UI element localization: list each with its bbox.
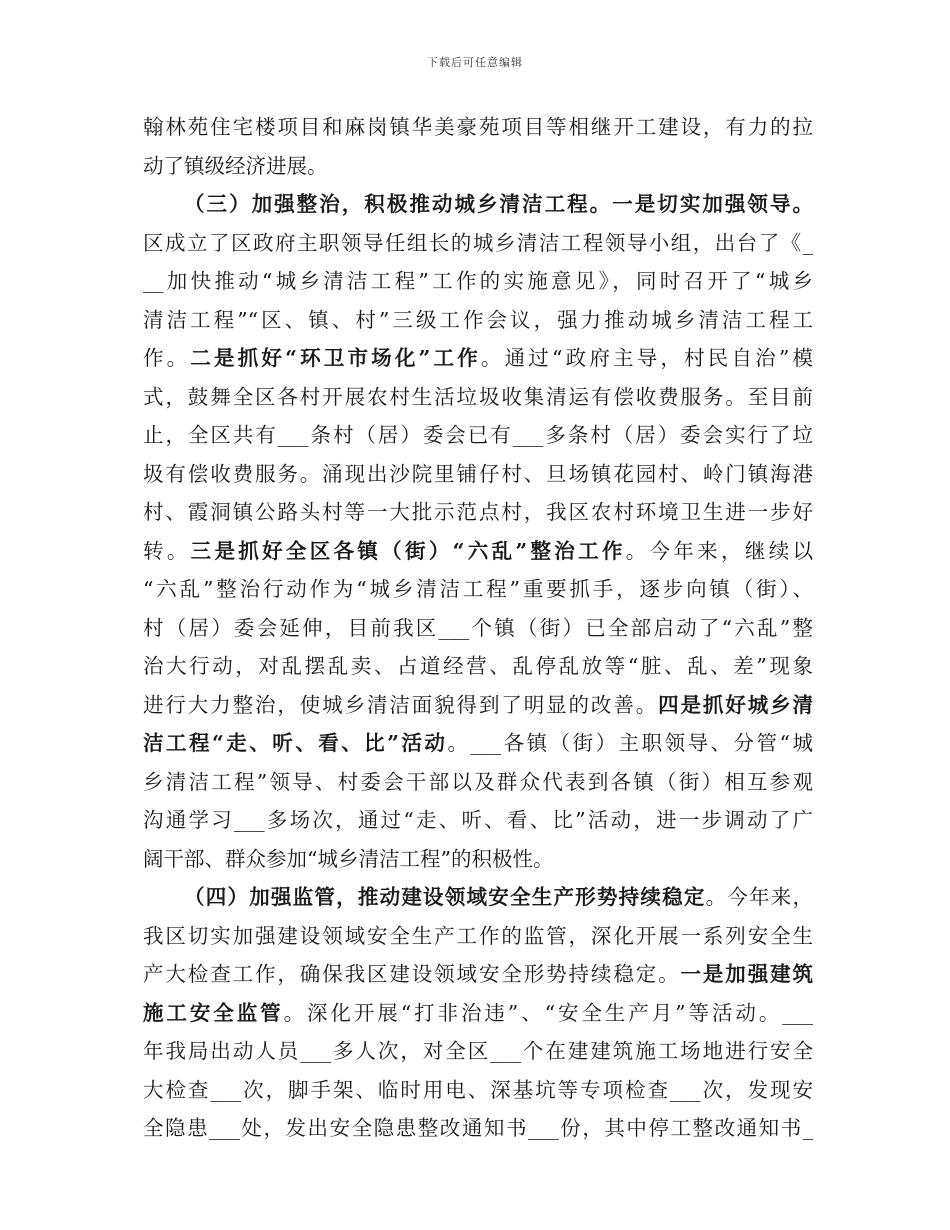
text-segment: 进行大力整治，使城乡清洁面貌得到了明显的改善。 (143, 692, 659, 717)
text-line (143, 532, 813, 571)
bold-text-segment: 施工安全监管 (143, 1000, 284, 1025)
bold-text-segment: 一是加强建筑 (680, 962, 813, 986)
text-line (143, 840, 813, 879)
text-segment: 村、霞洞镇公路头村等一大批示范点村，我区农村环境卫生进一步好 (143, 500, 813, 524)
text-line (143, 994, 813, 1033)
text-line (143, 609, 813, 648)
text-line (143, 455, 813, 494)
text-line (143, 1032, 813, 1071)
page-header: 下载后可任意编辑 (427, 56, 523, 69)
text-line (143, 493, 813, 532)
text-line (143, 955, 813, 994)
text-segment: 翰林苑住宅楼项目和麻岗镇华美豪苑项目等相继开工建设，有力的拉 (143, 115, 813, 139)
text-segment: 。___各镇（街）主职领导、分管“城 (447, 731, 813, 755)
text-segment: 年我局出动人员___多人次，对全区___个在建建筑施工场地进行安全 (143, 1039, 813, 1063)
bold-text-segment: 二是抓好“环卫市场化”工作 (190, 346, 481, 370)
text-segment: 。深化开展“打非治违”、“安全生产月”等活动。___ (283, 1000, 813, 1025)
text-line (143, 339, 813, 378)
bold-text-segment: 四是抓好城乡清 (658, 692, 813, 717)
text-line (143, 108, 813, 147)
text-segment: 圾有偿收费服务。涌现出沙院里铺仔村、旦场镇花园村、岭门镇海港 (143, 461, 813, 486)
bold-text-segment: （三）加强整治，积极推动城乡清洁工程。一是切实加强领导。 (184, 192, 813, 216)
text-segment: 止，全区共有___条村（居）委会已有___多条村（居）委会实行了垃 (143, 423, 813, 447)
text-line (143, 763, 813, 802)
text-segment: 村（居）委会延伸，目前我区___个镇（街）已全部启动了“六乱”整 (143, 615, 813, 640)
text-segment: 。今年来，继续以 (625, 538, 813, 563)
text-segment: 。通过“政府主导，村民自治”模 (480, 346, 813, 370)
text-line (143, 1109, 813, 1148)
text-segment: 乡清洁工程”领导、村委会干部以及群众代表到各镇（街）相互参观 (143, 769, 813, 794)
text-line (143, 1071, 813, 1110)
text-segment: 阔干部、群众参加“城乡清洁工程”的积极性。 (143, 846, 554, 871)
text-line (143, 724, 813, 763)
document-body (143, 108, 813, 1148)
text-line (143, 147, 813, 186)
text-segment: 沟通学习___多场次，通过“走、听、看、比”活动，进一步调动了广 (143, 808, 813, 832)
text-line (143, 878, 813, 917)
bold-text-segment: 三是抓好全区各镇（街）“六乱”整治工作 (190, 538, 626, 563)
text-line (143, 647, 813, 686)
bold-text-segment: 洁工程“走、听、看、比”活动 (143, 731, 448, 755)
text-line (143, 378, 813, 417)
text-segment: 转。 (143, 538, 191, 563)
text-line (143, 224, 813, 263)
text-segment: 我区切实加强建设领域安全生产工作的监管，深化开展一系列安全生 (143, 923, 813, 948)
text-segment: 区成立了区政府主职领导任组长的城乡清洁工程领导小组，出台了《_ (143, 230, 813, 255)
text-segment: 大检查___次，脚手架、临时用电、深基坑等专项检查___次，发现安 (143, 1077, 813, 1102)
text-line (143, 262, 813, 301)
bold-text-segment: （四）加强监管，推动建设领域安全生产形势持续稳定 (184, 885, 706, 909)
text-segment: 。今年来， (705, 885, 813, 909)
text-line (143, 686, 813, 725)
text-segment: __加快推动“城乡清洁工程”工作的实施意见》，同时召开了“城乡 (143, 269, 813, 293)
text-line (143, 416, 813, 455)
text-line (143, 185, 813, 224)
text-segment: 产大检查工作，确保我区建设领域安全形势持续稳定。 (143, 962, 681, 986)
text-segment: 作。 (143, 346, 191, 370)
text-line (143, 801, 813, 840)
text-segment: “六乱”整治行动作为“城乡清洁工程”重要抓手，逐步向镇（街）、 (143, 577, 813, 601)
text-segment: 清洁工程”“区、镇、村”三级工作会议，强力推动城乡清洁工程工 (143, 307, 813, 332)
text-line (143, 570, 813, 609)
text-line (143, 301, 813, 340)
text-segment: 动了镇级经济进展。 (143, 153, 328, 178)
text-segment: 治大行动，对乱摆乱卖、占道经营、乱停乱放等“脏、乱、差”现象 (143, 654, 813, 678)
text-segment: 式，鼓舞全区各村开展农村生活垃圾收集清运有偿收费服务。至目前 (143, 384, 813, 409)
text-segment: 全隐患___处，发出安全隐患整改通知书___份，其中停工整改通知书_ (143, 1116, 813, 1140)
text-line (143, 917, 813, 956)
